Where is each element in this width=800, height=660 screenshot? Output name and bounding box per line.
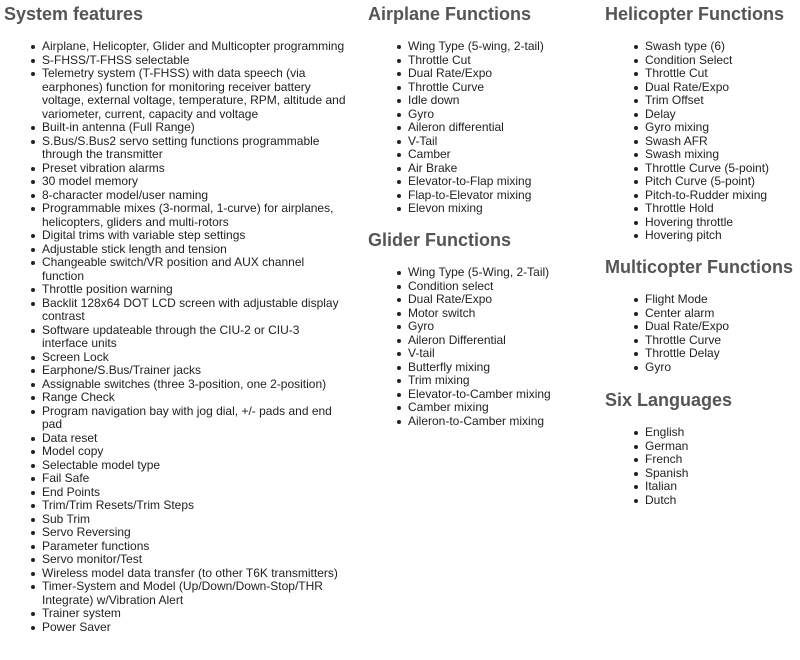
list-item: Camber mixing [408, 401, 598, 415]
list-item: End Points [42, 486, 347, 500]
list-item: Software updateable through the CIU-2 or CIU-3 interface units [42, 324, 347, 351]
list-item: Power Saver [42, 621, 347, 635]
list-item: Swash type (6) [645, 40, 800, 54]
list-item: Throttle Hold [645, 202, 800, 216]
list-item: Data reset [42, 432, 347, 446]
list-item: 30 model memory [42, 175, 347, 189]
list-item: Aileron differential [408, 121, 598, 135]
list-item: Adjustable stick length and tension [42, 243, 347, 257]
list-item: Servo Reversing [42, 526, 347, 540]
list-item: Trim mixing [408, 374, 598, 388]
list-item: Hovering pitch [645, 229, 800, 243]
airplane-functions-heading: Airplane Functions [368, 4, 532, 24]
list-item: Condition Select [645, 54, 800, 68]
list-item: Dutch [645, 494, 800, 508]
list-item: Butterfly mixing [408, 361, 598, 375]
list-item: Throttle Cut [408, 54, 598, 68]
list-item: Idle down [408, 94, 598, 108]
list-item: Throttle position warning [42, 283, 347, 297]
glider-functions-heading: Glider Functions [368, 230, 512, 250]
list-item: Timer-System and Model (Up/Down/Down-Stop/THR Integrate) w/Vibration Alert [42, 580, 347, 607]
list-item: 8-character model/user naming [42, 189, 347, 203]
multicopter-functions-heading: Multicopter Functions [605, 257, 793, 277]
list-item: Wing Type (5-Wing, 2-Tail) [408, 266, 598, 280]
list-item: Throttle Curve [408, 81, 598, 95]
list-item: Elevon mixing [408, 202, 598, 216]
list-item: Program navigation bay with jog dial, +/- pads and end pad [42, 405, 347, 432]
list-item: Flight Mode [645, 293, 800, 307]
list-item: S.Bus/S.Bus2 servo setting functions programmable through the transmitter [42, 135, 347, 162]
list-item: Gyro [408, 108, 598, 122]
list-item: Throttle Curve [645, 334, 800, 348]
list-item: Programmable mixes (3-normal, 1-curve) for airplanes, helicopters, gliders and multi-rotors [42, 202, 347, 229]
list-item: Dual Rate/Expo [408, 67, 598, 81]
list-item: Elevator-to-Flap mixing [408, 175, 598, 189]
system-features-heading: System features [4, 4, 144, 24]
list-item: Built-in antenna (Full Range) [42, 121, 347, 135]
list-item: Air Brake [408, 162, 598, 176]
multicopter-functions-list [645, 293, 800, 374]
list-item: Dual Rate/Expo [645, 320, 800, 334]
six-languages-heading: Six Languages [605, 390, 733, 410]
list-item: Airplane, Helicopter, Glider and Multicopter programming [42, 40, 347, 54]
airplane-functions-list [408, 40, 598, 216]
list-item: Aileron-to-Camber mixing [408, 415, 598, 429]
list-item: Dual Rate/Expo [645, 81, 800, 95]
list-item: German [645, 440, 800, 454]
list-item: Gyro [645, 361, 800, 375]
list-item: Camber [408, 148, 598, 162]
list-item: Swash mixing [645, 148, 800, 162]
list-item: Motor switch [408, 307, 598, 321]
list-item: Swash AFR [645, 135, 800, 149]
list-item: Dual Rate/Expo [408, 293, 598, 307]
list-item: V-Tail [408, 135, 598, 149]
list-item: Trim/Trim Resets/Trim Steps [42, 499, 347, 513]
list-item: Italian [645, 480, 800, 494]
list-item: Preset vibration alarms [42, 162, 347, 176]
list-item: Range Check [42, 391, 347, 405]
list-item: Pitch Curve (5-point) [645, 175, 800, 189]
list-item: Fail Safe [42, 472, 347, 486]
list-item: Throttle Cut [645, 67, 800, 81]
list-item: Flap-to-Elevator mixing [408, 189, 598, 203]
list-item: Pitch-to-Rudder mixing [645, 189, 800, 203]
list-item: Telemetry system (T-FHSS) with data speech (via earphones) function for monitoring receiver battery voltage, external voltage, temperature, RPM, altitude and variometer, current, capacity and voltage [42, 66, 346, 121]
list-item: Aileron Differential [408, 334, 598, 348]
list-item: Screen Lock [42, 351, 347, 365]
helicopter-functions-list [645, 40, 800, 243]
list-item: Selectable model type [42, 459, 347, 473]
list-item: Condition select [408, 280, 598, 294]
list-item: Gyro mixing [645, 121, 800, 135]
list-item: Servo monitor/Test [42, 553, 347, 567]
list-item: Trim Offset [645, 94, 800, 108]
list-item: Elevator-to-Camber mixing [408, 388, 598, 402]
list-item: Throttle Delay [645, 347, 800, 361]
list-item: V-tail [408, 347, 598, 361]
glider-functions-list [408, 266, 598, 428]
list-item: Trainer system [42, 607, 347, 621]
list-item: Spanish [645, 467, 800, 481]
list-item: S-FHSS/T-FHSS selectable [42, 54, 347, 68]
list-item: Wing Type (5-wing, 2-tail) [408, 40, 598, 54]
list-item: Backlit 128x64 DOT LCD screen with adjustable display contrast [42, 297, 347, 324]
list-item: Changeable switch/VR position and AUX channel function [42, 256, 347, 283]
list-item: Digital trims with variable step settings [42, 229, 347, 243]
list-item: Assignable switches (three 3-position, one 2-position) [42, 378, 347, 392]
list-item: Earphone/S.Bus/Trainer jacks [42, 364, 347, 378]
system-features-list [42, 40, 347, 634]
list-item: Model copy [42, 445, 347, 459]
list-item: Sub Trim [42, 513, 347, 527]
list-item: English [645, 426, 800, 440]
list-item: Gyro [408, 320, 598, 334]
list-item: Hovering throttle [645, 216, 800, 230]
list-item: Wireless model data transfer (to other T6K transmitters) [42, 567, 347, 581]
list-item: Parameter functions [42, 540, 347, 554]
languages-list [645, 426, 800, 507]
helicopter-functions-heading: Helicopter Functions [605, 4, 785, 24]
list-item: Delay [645, 108, 800, 122]
list-item: Throttle Curve (5-point) [645, 162, 800, 176]
list-item: French [645, 453, 800, 467]
list-item: Center alarm [645, 307, 800, 321]
